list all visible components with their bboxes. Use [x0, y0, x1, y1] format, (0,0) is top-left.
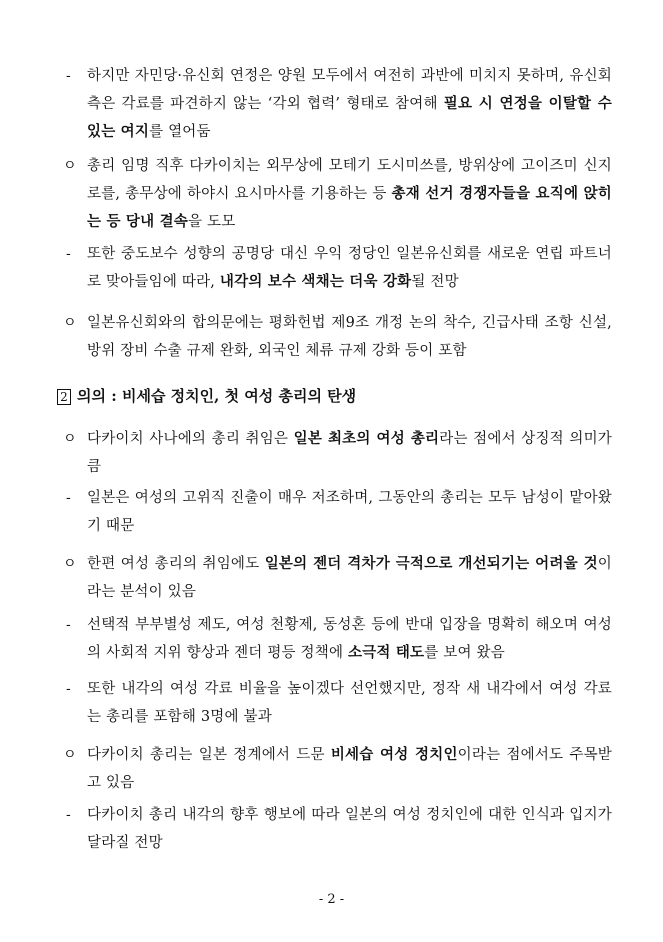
- item-text: [87, 62, 612, 146]
- circle-marker: ㅇ: [63, 315, 77, 331]
- item-text: [87, 675, 612, 731]
- dash-marker: -: [66, 681, 71, 697]
- text-segment: 될 전망: [411, 274, 459, 290]
- text-segment: 다카이치 사나에의 총리 취임은: [87, 431, 294, 447]
- section-heading: [57, 382, 356, 410]
- text-segment: 선택적 부부별성 제도, 여성 천황제, 동성혼 등에 반대 입장을 명확히 해오며 여성의 사회적 지위 향상과 젠더 평등 정책에: [87, 617, 612, 661]
- text-segment-bold: 일본 최초의 여성 총리: [293, 430, 440, 447]
- item-text: [87, 611, 612, 667]
- circle-marker: ㅇ: [63, 158, 77, 174]
- text-segment: 이라는 분석이 있음: [87, 556, 612, 600]
- text-segment-bold: 소극적 태도: [347, 644, 425, 661]
- text-segment: 일본은 여성의 고위직 진출이 매우 저조하며, 그동안의 총리는 모두 남성이 맡아왔기 때문: [87, 490, 612, 534]
- page-number: - 2 -: [318, 892, 345, 907]
- text-segment-bold: 일본의 젠더 격차가 극적으로 개선되기는 어려울 것: [264, 555, 598, 572]
- text-segment: 다카이치 총리는 일본 정계에서 드문: [87, 747, 331, 763]
- dash-marker: -: [66, 490, 71, 506]
- text-segment: 한편 여성 총리의 취임에도: [87, 556, 265, 572]
- text-segment-bold: 총재 선거 경쟁자들을 요직에 앉히는 등 당내 결속: [87, 185, 612, 230]
- text-segment: 또한 중도보수 성향의 공명당 대신 우익 정당인 일본유신회를 새로운 연립 파트너로 맞아들임에 따라,: [87, 246, 612, 290]
- text-segment: 다카이치 총리 내각의 향후 행보에 따라 일본의 여성 정치인에 대한 인식과 입지가 달라질 전망: [87, 807, 612, 851]
- item-text: [87, 240, 612, 296]
- item-text: [87, 152, 612, 236]
- text-segment: 또한 내각의 여성 각료 비율을 높이겠다 선언했지만, 정작 새 내각에서 여성 각료는 총리를 포함해 3명에 불과: [87, 681, 612, 725]
- text-segment: 총리 임명 직후 다카이치는 외무상에 모테기 도시미쓰를, 방위상에 고이즈미 신지로를, 총무상에 하야시 요시마사를 기용하는 등: [87, 158, 612, 202]
- text-segment: 를 열어둠: [149, 124, 211, 140]
- dash-marker: -: [66, 617, 71, 633]
- item-text: [87, 309, 612, 365]
- item-text: [87, 550, 612, 606]
- section-title: 의의 : 비세습 정치인, 첫 여성 총리의 탄생: [77, 387, 357, 405]
- text-segment-bold: 내각의 보수 색채는 더욱 강화: [219, 273, 412, 290]
- text-segment: 일본유신회와의 합의문에는 평화헌법 제9조 개정 논의 착수, 긴급사태 조항 신설, 방위 장비 수출 규제 완화, 외국인 체류 규제 강화 등이 포함: [87, 315, 612, 359]
- dash-marker: -: [66, 68, 71, 84]
- circle-marker: ㅇ: [63, 556, 77, 572]
- text-segment: 하지만 자민당·유신회 연정은 양원 모두에서 여전히 과반에 미치지 못하며, 유신회 측은 각료를 파견하지 않는 ‘각외 협력’ 형태로 참여해: [87, 68, 612, 112]
- section-number-box: 2: [57, 389, 71, 405]
- text-segment: 를 보여 왔음: [424, 645, 505, 661]
- text-segment-bold: 비세습 여성 정치인: [330, 746, 458, 763]
- text-segment: 이라는 점에서도 주목받고 있음: [87, 747, 613, 791]
- text-segment-bold: 필요 시 연정을 이탈할 수 있는 여지: [87, 95, 613, 140]
- item-text: [87, 484, 612, 540]
- circle-marker: ㅇ: [63, 431, 77, 447]
- item-text: [87, 741, 612, 797]
- item-text: [87, 425, 612, 481]
- text-segment: 을 도모: [188, 214, 236, 230]
- dash-marker: -: [66, 807, 71, 823]
- dash-marker: -: [66, 246, 71, 262]
- circle-marker: ㅇ: [63, 747, 77, 763]
- item-text: [87, 801, 612, 857]
- text-segment: 라는 점에서 상징적 의미가 큼: [87, 431, 612, 475]
